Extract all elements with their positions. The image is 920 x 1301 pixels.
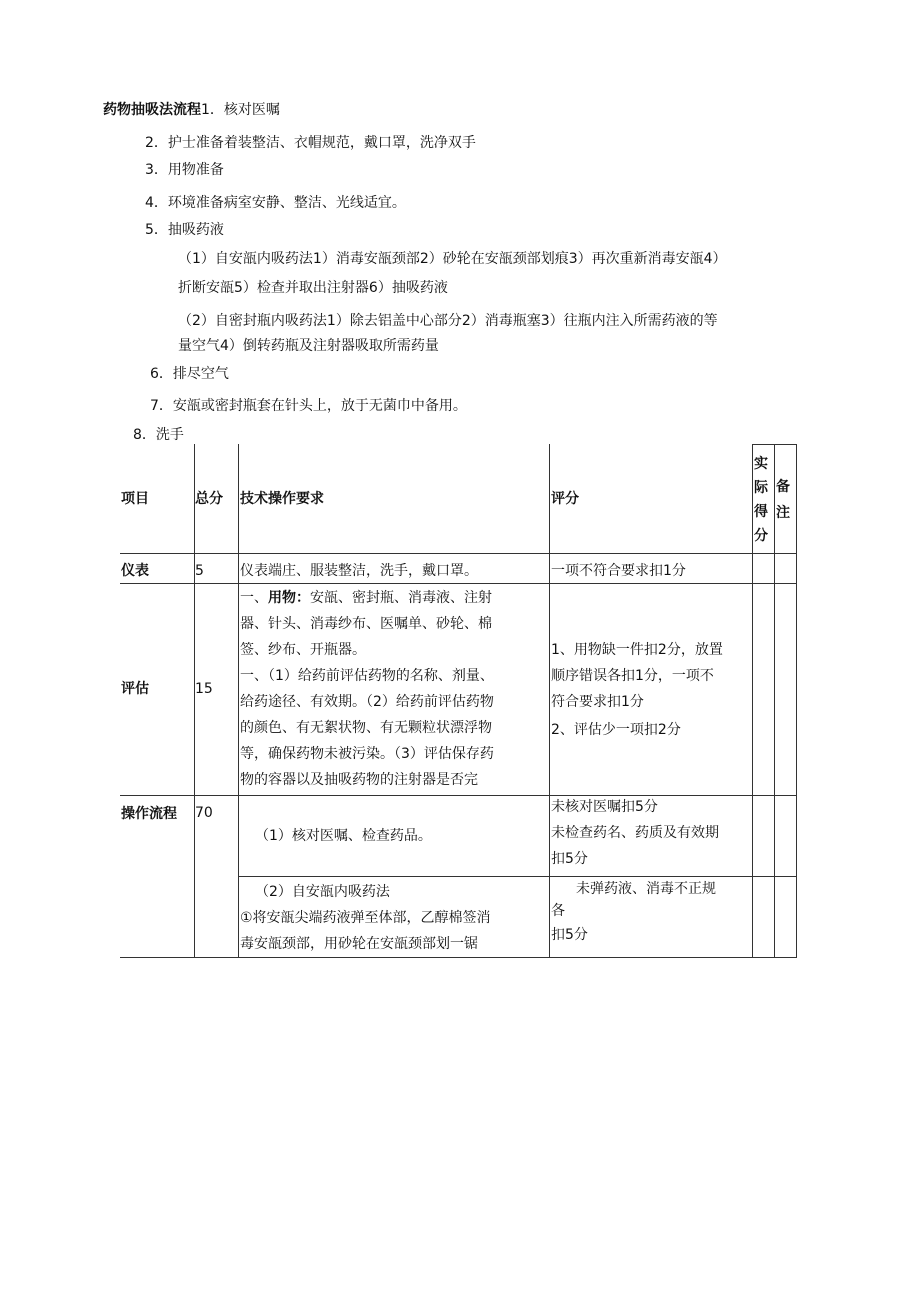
step-6: 6．排尽空气 xyxy=(150,366,229,382)
row2-score: 15 xyxy=(195,681,213,697)
row2-req-line6: 的颜色、有无絮状物、有无颗粒状漂浮物 xyxy=(240,720,492,736)
step-8: 8．洗手 xyxy=(133,427,184,443)
row2-req-line7: 等，确保药物未被污染。（3）评估保存药 xyxy=(240,746,494,762)
step-7: 7．安瓿或密封瓶套在针头上，放于无菌巾中备用。 xyxy=(150,398,467,414)
step-2: 2．护士准备着装整洁、衣帽规范，戴口罩，洗净双手 xyxy=(145,135,476,151)
row2-grade-line3: 符合要求扣1分 xyxy=(551,694,644,710)
row2-grade-line2: 顺序错误各扣1分，一项不 xyxy=(551,668,714,684)
row3-sub1-grade-line2: 未检查药名、药质及有效期 xyxy=(551,825,719,841)
row3-score: 70 xyxy=(195,805,213,821)
step-5: 5．抽吸药液 xyxy=(145,222,224,238)
row2-req-line8: 物的容器以及抽吸药物的注射器是否完 xyxy=(240,772,478,788)
header-item: 项目 xyxy=(121,491,149,507)
row3-sub2-grade-line1: 未弹药液、消毒不正规 xyxy=(576,881,716,897)
row3-sub2-req-line3: 毒安瓿颈部，用砂轮在安瓿颈部划一锯 xyxy=(240,936,478,952)
step-1: 1．核对医嘱 xyxy=(201,102,280,118)
row1-item: 仪表 xyxy=(121,563,149,579)
step-5-2-line2: 量空气4）倒转药瓶及注射器吸取所需药量 xyxy=(178,338,439,354)
table-line xyxy=(120,957,797,958)
row2-item: 评估 xyxy=(121,681,149,697)
step-3: 3．用物准备 xyxy=(145,162,224,178)
table-line xyxy=(752,444,753,958)
table-line xyxy=(120,553,797,554)
procedure-title: 药物抽吸法流程 xyxy=(103,102,201,118)
req-prefix: 一、 xyxy=(240,590,268,606)
row2-req-line2: 器、针头、消毒纱布、医嘱单、砂轮、棉 xyxy=(240,616,492,632)
row1-score: 5 xyxy=(195,563,204,579)
header-score: 总分 xyxy=(195,491,223,507)
header-requirement: 技术操作要求 xyxy=(240,491,324,507)
req-bold-label: 用物： xyxy=(268,590,310,606)
row2-grade-line4: 2、评估少一项扣2分 xyxy=(551,722,681,738)
header-actual-score: 实际得分 xyxy=(754,456,768,544)
row1-grading: 一项不符合要求扣1分 xyxy=(551,563,686,579)
step-5-2-line1: （2）自密封瓶内吸药法1）除去铝盖中心部分2）消毒瓶塞3）往瓶内注入所需药液的等 xyxy=(178,313,718,329)
step-5-1-line2: 折断安瓿5）检查并取出注射器6）抽吸药液 xyxy=(178,280,448,296)
table-line xyxy=(796,444,797,958)
table-line xyxy=(238,444,239,958)
row3-sub1-grade-line1: 未核对医嘱扣5分 xyxy=(551,799,658,815)
row3-sub1-requirement: （1）核对医嘱、检查药品。 xyxy=(255,828,432,844)
row2-req-line1 xyxy=(240,585,492,611)
row3-sub2-grade-line3: 扣5分 xyxy=(551,927,588,943)
step-4: 4．环境准备病室安静、整洁、光线适宜。 xyxy=(145,195,406,211)
table-line xyxy=(549,444,550,958)
req-text: 安瓿、密封瓶、消毒液、注射 xyxy=(310,590,492,606)
row3-sub2-req-line1: （2）自安瓿内吸药法 xyxy=(255,884,390,900)
step-5-1-line1: （1）自安瓿内吸药法1）消毒安瓿颈部2）砂轮在安瓿颈部划痕3）再次重新消毒安瓿4） xyxy=(178,251,727,267)
row3-item: 操作流程 xyxy=(121,806,177,822)
row2-req-line5: 给药途径、有效期。（2）给药前评估药物 xyxy=(240,694,494,710)
row3-sub1-grade-line3: 扣5分 xyxy=(551,851,588,867)
header-remark: 备注 xyxy=(776,479,790,521)
table-line xyxy=(774,444,775,958)
header-grading: 评分 xyxy=(551,491,579,507)
row3-sub2-grade-line2: 各 xyxy=(551,903,565,919)
row2-grade-line1: 1、用物缺一件扣2分，放置 xyxy=(551,642,723,658)
table-line xyxy=(120,795,797,796)
row1-requirement: 仪表端庄、服装整洁，洗手，戴口罩。 xyxy=(240,563,478,579)
row2-req-line4: 一、（1）给药前评估药物的名称、剂量、 xyxy=(240,668,494,684)
row2-req-line3: 签、纱布、开瓶器。 xyxy=(240,642,366,658)
row3-sub2-req-line2: ①将安瓿尖端药液弹至体部，乙醇棉签消 xyxy=(240,910,491,926)
